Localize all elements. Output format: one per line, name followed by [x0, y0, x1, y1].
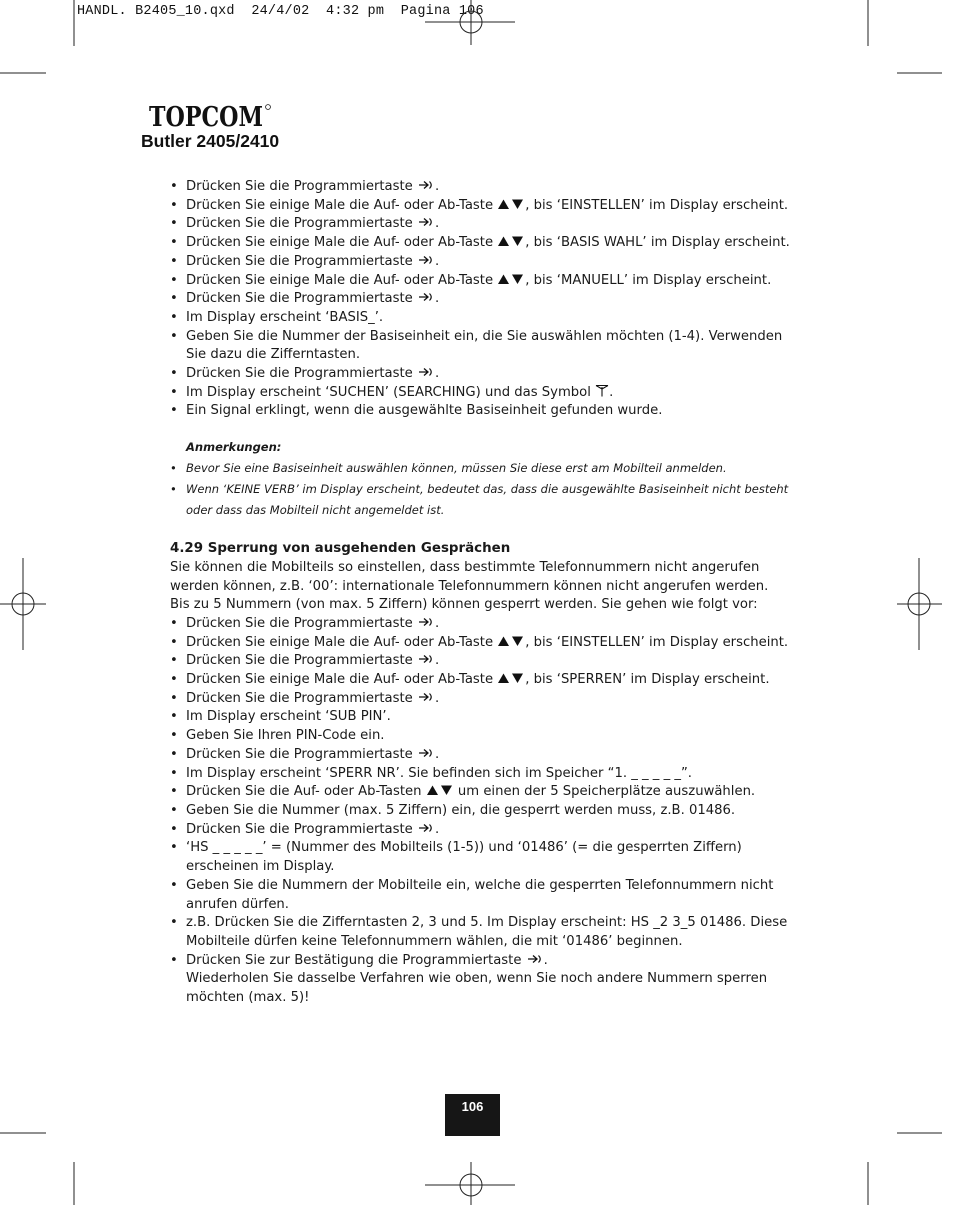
step-text: Im Display erscheint ‘SPERR NR’. Sie befinden sich im Speicher “1. _ _ _ _ _”. [186, 765, 692, 781]
up-down-arrows-icon [497, 672, 525, 684]
step-text-after: , bis ‘SPERREN’ im Display erscheint. [525, 672, 770, 688]
up-down-arrows-icon [497, 198, 525, 210]
step-item [170, 402, 790, 421]
step-item [170, 197, 790, 216]
bullet: • [170, 634, 178, 650]
step-text: Geben Sie die Nummer (max. 5 Ziffern) ein, die gesperrt werden muss, z.B. 01486. [186, 802, 736, 818]
step-text: Geben Sie die Nummer der Basiseinheit ein, die Sie auswählen möchten (1-4). Verwenden Sie dazu die Zifferntasten. [186, 328, 783, 363]
bullet: • [170, 952, 178, 968]
main-content [170, 178, 790, 1008]
step-text: Drücken Sie einige Male die Auf- oder Ab-Taste [186, 272, 494, 288]
step-text: Drücken Sie die Programmiertaste [186, 746, 413, 762]
program-key-icon [526, 953, 544, 965]
step-text: Drücken Sie die Programmiertaste [186, 253, 413, 269]
step-item [170, 821, 790, 840]
step-text: Drücken Sie einige Male die Auf- oder Ab-Taste [186, 634, 494, 650]
step-text-after: , bis ‘BASIS WAHL’ im Display erscheint. [525, 235, 790, 251]
bullet: • [170, 746, 178, 762]
step-text: Drücken Sie die Programmiertaste [186, 179, 413, 194]
step-text: Drücken Sie einige Male die Auf- oder Ab-Taste [186, 235, 494, 251]
bullet: • [170, 672, 178, 688]
bullet: • [170, 216, 178, 232]
bullet: • [170, 690, 178, 706]
section-title: 4.29 Sperrung von ausgehenden Gesprächen [170, 541, 511, 557]
bullet: • [170, 461, 177, 476]
note-item [170, 458, 790, 479]
program-key-icon [417, 747, 435, 759]
step-text: Ein Signal erklingt, wenn die ausgewählte Basiseinheit gefunden wurde. [186, 403, 663, 419]
program-key-icon [417, 179, 435, 191]
step-item [170, 802, 790, 821]
up-down-arrows-icon [497, 235, 525, 247]
step-text: Drücken Sie die Auf- oder Ab-Tasten [186, 784, 422, 800]
up-down-arrows-icon [497, 273, 525, 285]
step-text: Drücken Sie die Programmiertaste [186, 366, 413, 382]
bullet: • [170, 309, 178, 325]
program-key-icon [417, 216, 435, 228]
topcom-logo [149, 102, 273, 133]
bullet: • [170, 802, 178, 818]
step-text: Geben Sie Ihren PIN-Code ein. [186, 728, 385, 744]
bullet: • [170, 915, 178, 931]
step-text-after: , bis ‘EINSTELLEN’ im Display erscheint. [525, 634, 789, 650]
step-text-after: . [435, 179, 440, 194]
step-text: Drücken Sie die Programmiertaste [186, 216, 413, 232]
program-key-icon [417, 366, 435, 378]
bullet: • [170, 328, 178, 344]
bullet: • [170, 821, 178, 837]
step-item [170, 952, 790, 1008]
step-text: Im Display erscheint ‘BASIS_’. [186, 309, 384, 325]
step-item [170, 215, 790, 234]
bullet: • [170, 366, 178, 382]
program-key-icon [417, 291, 435, 303]
page-number: 106 [445, 1094, 500, 1136]
step-item [170, 328, 790, 365]
steps-list-basis [170, 178, 790, 421]
step-text: z.B. Drücken Sie die Zifferntasten 2, 3 und 5. Im Display erscheint: HS _2 3_5 01486. Diese Mobilteile dürfen keine Telefonnummern wählen, die mit ‘01486’ beginnen. [186, 915, 788, 949]
step-item [170, 914, 790, 951]
print-slug: HANDL. B2405_10.qxd 24/4/02 4:32 pm Pagina 106 [77, 4, 484, 19]
bullet: • [170, 877, 178, 893]
notes-list [170, 458, 790, 521]
step-text: Drücken Sie die Programmiertaste [186, 821, 413, 837]
step-text: Im Display erscheint ‘SUB PIN’. [186, 709, 391, 725]
step-note: Wiederholen Sie dasselbe Verfahren wie oben, wenn Sie noch andere Nummern sperren möchten (max. 5)! [186, 971, 768, 1006]
step-text: ‘HS _ _ _ _ _’ = (Nummer des Mobilteils (1-5)) und ‘01486’ (= die gesperrten Ziffern) erscheinen im Display. [186, 840, 742, 875]
step-item [170, 634, 790, 653]
note-text: Bevor Sie eine Basiseinheit auswählen können, müssen Sie diese erst am Mobilteil anmelden. [186, 461, 727, 476]
bullet: • [170, 197, 178, 213]
step-item [170, 309, 790, 328]
antenna-icon [595, 384, 609, 397]
step-text-after: . [435, 746, 440, 762]
step-text-after: um einen der 5 Speicherplätze auszuwählen. [453, 784, 756, 800]
step-text-after: . [435, 690, 440, 706]
step-text-after: . [435, 253, 440, 269]
bullet: • [170, 403, 178, 419]
step-text-after: . [435, 615, 440, 631]
step-item [170, 652, 790, 671]
step-text: Drücken Sie die Programmiertaste [186, 615, 413, 631]
brand-text: TOPCOM [149, 102, 263, 133]
step-item [170, 615, 790, 634]
step-item [170, 384, 790, 403]
step-text: Drücken Sie die Programmiertaste [186, 690, 413, 706]
note-text: Wenn ‘KEINE VERB’ im Display erscheint, bedeutet das, dass die ausgewählte Basiseinheit nicht besteht oder dass das Mobilteil nicht angemeldet ist. [186, 482, 789, 518]
bullet: • [170, 765, 178, 781]
step-item [170, 746, 790, 765]
bullet: • [170, 840, 178, 856]
bullet: • [170, 728, 178, 744]
step-text-after: . [435, 366, 440, 382]
note-item [170, 479, 790, 521]
step-text-after: , bis ‘MANUELL’ im Display erscheint. [525, 272, 772, 288]
bullet: • [170, 482, 177, 497]
up-down-arrows-icon [426, 784, 454, 796]
step-item [170, 272, 790, 291]
step-item [170, 839, 790, 876]
program-key-icon [417, 254, 435, 266]
steps-list-sperren [170, 615, 790, 1008]
step-text-after: . [435, 216, 440, 232]
step-text: Drücken Sie die Programmiertaste [186, 653, 413, 669]
program-key-icon [417, 822, 435, 834]
bullet: • [170, 179, 178, 194]
step-item [170, 290, 790, 309]
bullet: • [170, 615, 178, 631]
bullet: • [170, 272, 178, 288]
program-key-icon [417, 691, 435, 703]
step-text: Drücken Sie zur Bestätigung die Programmiertaste [186, 952, 522, 968]
bullet: • [170, 384, 178, 400]
step-text: Im Display erscheint ‘SUCHEN’ (SEARCHING) und das Symbol [186, 384, 591, 400]
step-item [170, 783, 790, 802]
step-item [170, 765, 790, 784]
up-down-arrows-icon [497, 635, 525, 647]
step-text-after: . [435, 291, 440, 307]
bullet: • [170, 235, 178, 251]
step-text-after: . [609, 384, 614, 400]
step-item [170, 877, 790, 914]
notes-block [170, 437, 790, 521]
step-item [170, 708, 790, 727]
bullet: • [170, 253, 178, 269]
step-text-after: . [435, 821, 440, 837]
step-text: Geben Sie die Nummern der Mobilteile ein, welche die gesperrten Telefonnummern nicht anrufen dürfen. [186, 877, 774, 912]
section-intro: Sie können die Mobilteils so einstellen, dass bestimmte Telefonnummern nicht angerufen werden können, z.B. ‘00’: internationale Telefonnummern können nicht angerufen werden. Bis zu 5 Nummern (von max. 5 Ziffern) können gesperrt werden. Sie gehen wie folgt vor: [170, 559, 769, 613]
step-text: Drücken Sie einige Male die Auf- oder Ab-Taste [186, 672, 494, 688]
step-text-after: . [543, 952, 548, 968]
step-item [170, 365, 790, 384]
model-title: Butler 2405/2410 [141, 131, 280, 151]
step-item [170, 253, 790, 272]
step-text-after: . [435, 653, 440, 669]
step-item [170, 234, 790, 253]
bullet: • [170, 709, 178, 725]
bullet: • [170, 653, 178, 669]
step-item [170, 690, 790, 709]
program-key-icon [417, 653, 435, 665]
step-text-after: , bis ‘EINSTELLEN’ im Display erscheint. [525, 197, 789, 213]
step-text: Drücken Sie einige Male die Auf- oder Ab-Taste [186, 197, 494, 213]
bullet: • [170, 291, 178, 307]
step-text: Drücken Sie die Programmiertaste [186, 291, 413, 307]
notes-heading: Anmerkungen: [186, 440, 282, 455]
bullet: • [170, 784, 178, 800]
program-key-icon [417, 616, 435, 628]
step-item [170, 727, 790, 746]
step-item [170, 178, 790, 197]
step-item [170, 671, 790, 690]
